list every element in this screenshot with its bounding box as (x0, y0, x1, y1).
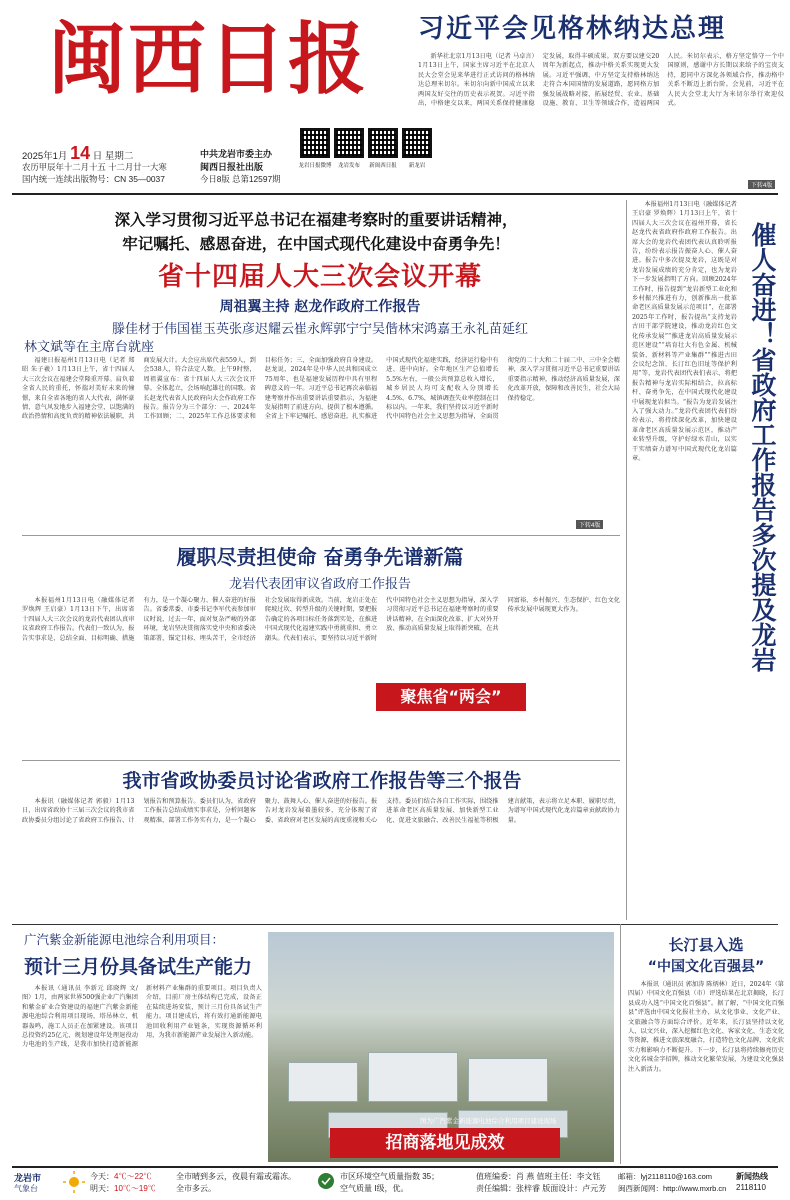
footer-divider (12, 1166, 778, 1168)
side-headline-line: 省政府工作 (748, 347, 777, 472)
side-headline-line: 报告多次提 (748, 472, 777, 597)
weather-city: 龙岩市 (14, 1173, 42, 1183)
hotline-label: 新闻热线 (736, 1172, 768, 1181)
slogan-line-1: 深入学习贯彻习近平总书记在福建考察时的重要讲话精神， (114, 211, 518, 229)
qr-label: 新闽西日报 (369, 163, 397, 169)
side-story-headline[interactable] (744, 222, 780, 672)
fourth-story-text: 本报讯（通讯员 李新元 邱晓辉 文/图）1月，由两家世界500强企业广汽集团和紫金矿业合资建设的福建广汽紫金新能源电池综合利用项目现场，塔吊林立、机器轰鸣，施工人员正在加紧建设。该项目总投资约25亿元，规划建设年处理退役动力电池的生产线，是我市加快打造新能源新材料产业集群的重要项目。项目负责人介绍，目前厂房主体结构已完成，设备正在陆续进场安装，预计三月份具备试生产能力。项目建成后，将有效打通新能源电池回收利用产业链条，实现资源循环利用，为我市新能源产业发展注入新动能。 (22, 985, 262, 1049)
sun-icon (62, 1170, 86, 1194)
qr-label: 新龙岩 (408, 163, 426, 169)
masthead-divider (12, 193, 778, 195)
lead-story-attendees-1: 滕佳材于伟国崔玉英张彦迟耀云崔永辉郭宁宁吴偕林宋鸿嘉王永礼苗延红 (111, 322, 528, 337)
third-story-text: 本报讯（融媒体记者 郭毅）1月13日，出席省政协十三届三次会议的我市省政协委员分组讨论了省政府工作报告、计划报告和预算报告。委员们认为，省政府工作报告总结成绩实事求是，分析问题客观精准，部署工作务实有力，是一个凝心聚力、鼓舞人心、催人奋进的好报告。报告对龙岩发展着墨较多，充分体现了省委、省政府对老区发展的高度重视和关心支持。委员们结合各自工作实际，围绕推进革命老区高质量发展、加快新型工业化、促进文旅融合、改善民生福祉等积极建言献策，表示将立足本职、履职尽责，为谱写中国式现代化龙岩篇章贡献政协力量。 (22, 798, 620, 824)
lead-story-more[interactable]: 下转4版 (576, 520, 603, 529)
top-story-body (418, 52, 784, 180)
masthead-lunar: 农历甲辰年十二月十五 十二月廿一大寒 (22, 162, 167, 172)
fourth-story-body (22, 984, 262, 1164)
section-divider (12, 924, 778, 925)
today-label: 今天： (90, 1172, 114, 1181)
editor-line-2: 责任编辑：张梓睿 版面设计：卢元芳 (476, 1184, 607, 1193)
air-quality-2: 空气质量 I级，优。 (340, 1184, 409, 1193)
fourth-story-headline[interactable]: 预计三月份具备试生产能力 (24, 956, 253, 978)
masthead-publisher-2: 闽西日报社出版 (200, 162, 264, 172)
weather-today (90, 1171, 151, 1182)
second-story-subhead: 龙岩代表团审议省政府工作报告 (228, 577, 411, 592)
top-story-headline[interactable]: 习近平会见格林纳达总理 (418, 14, 727, 44)
weather-tomorrow (90, 1183, 156, 1194)
photo-caption: 图为广汽紫金新能源电池综合利用项目建设现场 (420, 1118, 557, 1125)
date-suffix: 日 星期二 (92, 151, 134, 162)
side-headline-line: 催人奋进！ (748, 222, 777, 347)
masthead-publisher-3: 今日8版 总第12597期 (200, 174, 281, 184)
fourth-story-kicker: 广汽紫金新能源电池综合利用项目： (24, 932, 225, 947)
qr-label: 龙岩日报微博 (298, 163, 332, 169)
slogan-line-2: 牢记嘱托、感恩奋进，在中国式现代化建设中奋勇争先！ (122, 235, 510, 253)
fifth-story-text: 本报讯（通讯员 郭加涛 陈炳林）近日，2024年（第四届）中国文化百强县（市）评选结果在北京揭晓，长汀县成功入选“中国文化百强县”。据了解，“中国文化百强县”评选由中国文化报社主办，从文化事业、文化产业、文旅融合等方面综合评价。近年来，长汀县坚持以文化人、以文兴业，深入挖掘红色文化、客家文化、生态文化等资源，推进文旅深度融合，打造特色文化品牌，文化软实力和影响力不断提升。下一步，长汀县将持续擦亮历史文化名城金字招牌，推动文化繁荣发展，为建设文化强县注入新活力。 (628, 981, 784, 1073)
lead-story-body (22, 356, 620, 530)
qr-code-icon[interactable] (368, 128, 398, 158)
section-divider (22, 760, 620, 761)
qr-code-icon[interactable] (334, 128, 364, 158)
date-prefix: 2025年1月 (22, 151, 68, 162)
air-quality-1: 市区环境空气质量指数 35； (340, 1172, 440, 1181)
qr-label: 龙岩发布 (337, 163, 360, 169)
website-link[interactable]: 闽西新闻网：http://www.mxrb.cn (618, 1184, 727, 1193)
lead-story-attendees-2: 林文斌等在主席台就座 (24, 340, 155, 355)
column-divider (626, 200, 627, 920)
top-story-more[interactable]: 下转4版 (748, 180, 775, 189)
section-divider (22, 535, 620, 536)
today-range: 4℃～22℃ (114, 1172, 152, 1181)
tomorrow-label: 明天： (90, 1184, 114, 1193)
weather-label: 气象台 (14, 1184, 38, 1193)
third-story-headline[interactable]: 我市省政协委员讨论省政府工作报告等三个报告 (122, 770, 522, 792)
side-headline-line: 及龙岩 (748, 597, 777, 672)
tomorrow-range: 10℃～19℃ (114, 1184, 156, 1193)
masthead-title: 闽西日报 (48, 14, 369, 105)
fifth-story-headline-2[interactable]: “中国文化百强县” (647, 959, 765, 975)
second-story-text: 本报福州1月13日电（融媒体记者 罗焕辉 王启豪）1月13日下午，出席省十四届人大三次会议的龙岩代表团认真审议省政府工作报告。代表们一致认为，报告实事求是、总结全面、目标明确、措施有力，是一个凝心聚力、催人奋进的好报告。省委常委、市委书记李军代表参加审议时说，过去一年，面对复杂严峻的外部环境，龙岩坚决贯彻落实党中央和省委决策部署，锚定目标、埋头苦干，全市经济社会发展取得新成效。当前，龙岩正处在爬坡过坎、转型升级的关键时期，要把报告确定的各项目标任务落到实处，在推进中国式现代化福建实践中勇挑重担、勇立潮头。代表们表示，要坚持以习近平新时代中国特色社会主义思想为指导，深入学习贯彻习近平总书记在福建考察时的重要讲话精神，在全面深化改革、扩大对外开放、推动高质量发展上取得新突破，在共同富裕、乡村振兴、生态保护、红色文化传承发展中展现更大作为。 (22, 597, 620, 642)
fifth-story-headline-1[interactable]: 长汀县入选 (668, 936, 744, 954)
third-story-body (22, 797, 620, 920)
column-divider (620, 924, 621, 1164)
date-day: 14 (70, 143, 91, 163)
masthead-publisher-1: 中共龙岩市委主办 (200, 149, 273, 159)
air-quality-icon (316, 1171, 336, 1191)
hotline-number[interactable]: 2118110 (736, 1183, 766, 1192)
lead-story-headline[interactable]: 省十四届人大三次会议开幕 (157, 262, 482, 292)
fifth-story-body (628, 980, 784, 1162)
second-story-body (22, 596, 620, 756)
qr-code-icon[interactable] (300, 128, 330, 158)
weather-tomorrow-desc: 全市多云。 (176, 1184, 216, 1193)
investment-banner: 招商落地见成效 (330, 1128, 560, 1158)
contact-email[interactable]: 邮箱：lyj2118110@163.com (618, 1172, 713, 1181)
two-sessions-banner: 聚焦省“两会” (376, 683, 526, 711)
weather-today-desc: 全市晴到多云，夜晨有霜或霜冻。 (176, 1172, 296, 1181)
masthead-cn: 国内统一连续出版物号：CN 35—0037 (22, 174, 165, 184)
top-story-text: 新华社北京1月13日电（记者 马卓言）1月13日上午，国家主席习近平在北京人民大会堂会见来华进行正式访问的格林纳达总理米切尔。米切尔向新中国成立以来两国友好交往的历史表示祝贺。习近平指出，中格建交以来，两国关系保持健康稳定发展，取得丰硕成果。双方要以建交20周年为新起点，推动中格关系实现更大发展。习近平强调，中方坚定支持格林纳达走符合本国国情的发展道路，愿同格方加强发展战略对接，拓展经贸、农业、基础设施、教育、卫生等领域合作，造福两国人民。米切尔表示，格方坚定恪守一个中国原则，感谢中方长期以来给予的宝贵支持，愿同中方深化各领域合作，推动格中关系不断迈上新台阶。会见前，习近平在人民大会堂北大厅为米切尔举行欢迎仪式。 (418, 53, 784, 108)
lead-story-text: 福建日报福州1月13日电（记者 郑昭 朱子羲）1月13日上午，省十四届人大三次会议在福建会堂隆重开幕。肩负着全省人民的重托，怀揣对美好未来的憧憬，来自全省各地的省人大代表，满怀豪情、意气风发地步入福建会堂，以饱满的政治热情和高度负责的精神依法履职，共商发展大计。大会应出席代表559人，到会538人，符合法定人数。上午9时整，周祖翼宣布：省十四届人大三次会议开幕。全体起立，会场响起雄壮的国歌。省长赵龙代表省人民政府向大会作政府工作报告。报告分为三个部分：一、2024年工作回顾；二、2025年工作总体要求和目标任务；三、全面加强政府自身建设。赵龙说，2024年是中华人民共和国成立75周年，也是福建发展历程中具有里程碑意义的一年。习近平总书记再次亲临福建考察并作出重要讲话重要指示，为福建发展指明了前进方向、提供了根本遵循。全省上下牢记嘱托、感恩奋进，扎实推进中国式现代化福建实践，经济运行稳中有进、进中向好。全年地区生产总值增长5.5%左右，一般公共预算总收入增长，城乡居民人均可支配收入分别增长4.5%、6.7%，城镇调查失业率控制在目标以内。一年来，我们坚持以习近平新时代中国特色社会主义思想为指导，全面贯彻党的二十大和二十届二中、三中全会精神，深入学习贯彻习近平总书记重要讲话重要指示精神，推动经济高质量发展，深化改革开放，保障和改善民生，社会大局保持稳定。 (22, 357, 620, 421)
side-story-text: 本报福州1月13日电（融媒体记者 王启豪 罗焕辉）1月13日上午，省十四届人大三次会议在福州开幕，省长赵龙代表省政府作政府工作报告。出席大会的龙岩代表团代表认真聆听报告，纷纷表示报告振奋人心、催人奋进。报告中多次提及龙岩，这既是对龙岩发展成绩的充分肯定，也为龙岩下一步发展指明了方向。回顾2024年工作时，报告提到“龙岩新型工业化和乡村振兴推进有力，创新推出一批革命老区高质量发展示范项目”，在部署2025年工作时，报告提出“支持龙岩古田干部学院建设，推动龙岩红色文化传承发展”“推进龙岩高质量发展示范区建设”“培育壮大有色金属、机械装备、新材料等产业集群”“推进古田会议纪念馆、长汀红色旧址等保护利用”等，龙岩代表团代表们表示，将把报告精神与龙岩实际相结合，拉高标杆、奋勇争先，在中国式现代化建设中展现龙岩担当。“报告为龙岩发展注入了强大动力。”龙岩代表团代表们纷纷表示，将持续深化改革，加快建设革命老区高质量发展示范区，推动产业转型升级，守护好绿水青山，以实干实绩奋力谱写中国式现代化龙岩篇章。 (632, 201, 737, 462)
second-story-headline[interactable]: 履职尽责担使命 奋勇争先谱新篇 (176, 545, 464, 569)
side-story-body (632, 200, 737, 920)
editor-line-1: 值班编委：肖 燕 值班主任：李文钰 (476, 1172, 601, 1181)
lead-story-subhead: 周祖翼主持 赵龙作政府工作报告 (219, 299, 421, 315)
